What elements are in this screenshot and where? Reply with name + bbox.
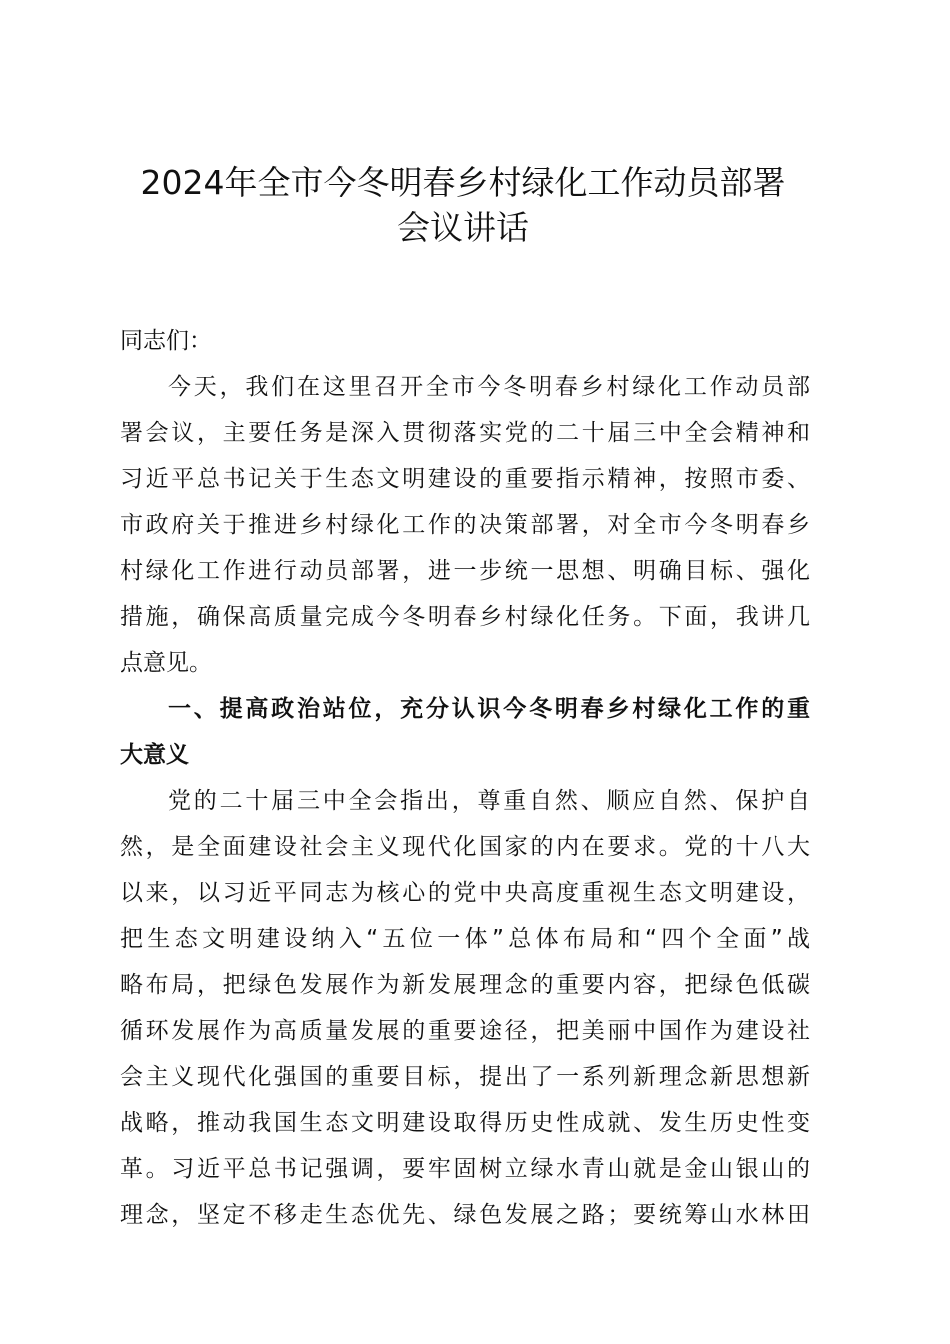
title-line-1: 2024年全市今冬明春乡村绿化工作动员部署 — [140, 163, 786, 202]
paragraph-line: 理念，坚定不移走生态优先、绿色发展之路；要统筹山水林田 — [120, 1202, 810, 1228]
paragraph-line: 点意见。 — [120, 650, 212, 676]
paragraph-line: 略布局，把绿色发展作为新发展理念的重要内容，把绿色低碳 — [120, 972, 810, 998]
paragraph-line: 循环发展作为高质量发展的重要途径，把美丽中国作为建设社 — [120, 1018, 810, 1044]
paragraph-line: 措施，确保高质量完成今冬明春乡村绿化任务。下面，我讲几 — [120, 604, 810, 630]
paragraph-line: 今天，我们在这里召开全市今冬明春乡村绿化工作动员部 — [168, 374, 810, 400]
paragraph-line: 革。习近平总书记强调，要牢固树立绿水青山就是金山银山的 — [120, 1156, 810, 1182]
paragraph-line: 署会议，主要任务是深入贯彻落实党的二十届三中全会精神和 — [120, 420, 810, 446]
paragraph-intro — [120, 364, 810, 686]
title-line-2: 会议讲话 — [397, 208, 529, 247]
paragraph-line: 战略，推动我国生态文明建设取得历史性成就、发生历史性变 — [120, 1110, 810, 1136]
paragraph-line: 市政府关于推进乡村绿化工作的决策部署，对全市今冬明春乡 — [120, 512, 810, 538]
heading-line: 一、提高政治站位，充分认识今冬明春乡村绿化工作的重 — [168, 696, 810, 722]
document-title — [118, 160, 808, 250]
section-heading-1 — [120, 686, 810, 778]
paragraph-line: 把生态文明建设纳入“五位一体”总体布局和“四个全面”战 — [120, 926, 810, 952]
paragraph-line: 村绿化工作进行动员部署，进一步统一思想、明确目标、强化 — [120, 558, 810, 584]
paragraph-line: 然，是全面建设社会主义现代化国家的内在要求。党的十八大 — [120, 834, 810, 860]
paragraph-section-1 — [120, 778, 810, 1238]
heading-line: 大意义 — [120, 742, 189, 768]
paragraph-line: 以来，以习近平同志为核心的党中央高度重视生态文明建设， — [120, 880, 810, 906]
document-body — [120, 318, 810, 1238]
paragraph-line: 党的二十届三中全会指出，尊重自然、顺应自然、保护自 — [168, 788, 810, 814]
paragraph-line: 习近平总书记关于生态文明建设的重要指示精神，按照市委、 — [120, 466, 810, 492]
paragraph-line: 会主义现代化强国的重要目标，提出了一系列新理念新思想新 — [120, 1064, 810, 1090]
salutation: 同志们： — [120, 328, 212, 354]
